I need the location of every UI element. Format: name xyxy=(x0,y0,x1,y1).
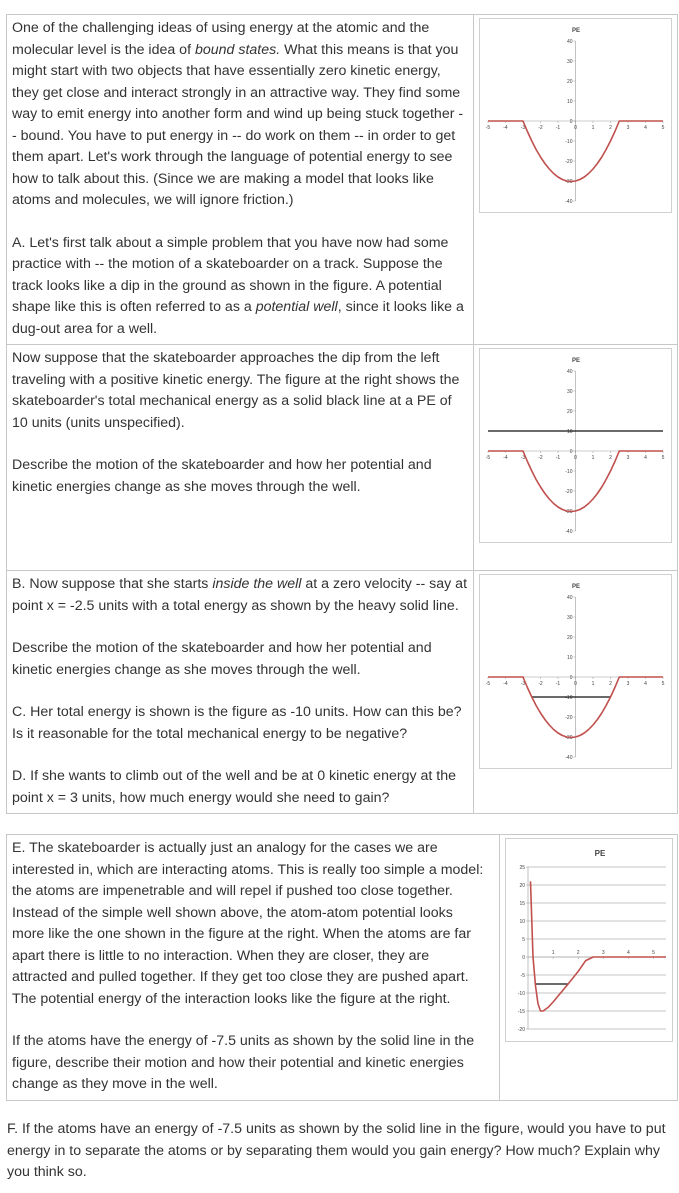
y-tick-label: 30 xyxy=(566,388,573,395)
y-tick-label: -40 xyxy=(565,528,573,535)
y-tick-label: -10 xyxy=(565,468,573,475)
x-tick-label: 4 xyxy=(644,455,647,461)
x-tick-label: 1 xyxy=(591,681,595,687)
intro-row xyxy=(7,15,678,345)
y-tick-label: -5 xyxy=(520,972,525,979)
pe-chart-4-frame xyxy=(505,838,673,1042)
y-tick-label: 30 xyxy=(566,614,573,621)
text-line: interested in, which are interacting atoms. This is really too simple a model: xyxy=(12,861,484,878)
text-line: molecular level is the idea of xyxy=(12,41,195,58)
chart-title: PE xyxy=(594,849,605,858)
x-tick-label: -3 xyxy=(520,125,526,131)
text-line: traveling with a positive kinetic energy. The figure at the right shows the xyxy=(12,371,460,388)
x-tick-label: -1 xyxy=(555,125,561,131)
x-tick-label: 0 xyxy=(574,681,577,687)
pe-chart-1 xyxy=(480,19,671,212)
part-e-paragraph xyxy=(12,838,494,1010)
y-tick-label: 10 xyxy=(518,918,525,925)
part-b-paragraph xyxy=(12,574,468,617)
text-line: skateboarder's total mechanical energy as a solid black line at a PE of xyxy=(12,393,452,409)
y-tick-label: 20 xyxy=(518,882,525,889)
text-line: you think so. xyxy=(7,1164,87,1180)
y-tick-label: 10 xyxy=(566,654,573,661)
chart-title: PE xyxy=(571,584,581,590)
text-line: kinetic energies change as she moves through the well. xyxy=(12,478,361,495)
y-tick-label: 25 xyxy=(518,864,525,871)
text-line: track looks like a dip in the ground as shown in the figure. A potential xyxy=(12,277,442,294)
x-tick-label: -4 xyxy=(503,681,508,687)
part-a-paragraph xyxy=(12,233,468,341)
text-line: atoms and molecules, we will ignore friction.) xyxy=(12,192,294,208)
pe-chart-3 xyxy=(480,575,671,768)
x-tick-label: -1 xyxy=(555,455,561,461)
text-line: point x = 3 units, how much energy would she need to gain? xyxy=(12,789,390,806)
y-tick-label: 40 xyxy=(566,368,573,375)
pe-chart-1-frame xyxy=(479,18,672,213)
text-line: way to emit energy into another form and wind up being stuck together - xyxy=(12,106,464,122)
text-line: What this means is that you xyxy=(280,41,459,58)
y-tick-label: 0 xyxy=(569,448,573,455)
y-tick-label: 10 xyxy=(566,98,573,105)
y-tick-label: -30 xyxy=(565,178,573,185)
text-line: F. If the atoms have an energy of -7.5 units as shown by the solid line in the figure, would you have to put xyxy=(7,1121,666,1137)
x-tick-label: 4 xyxy=(626,950,630,956)
y-tick-label: -20 xyxy=(565,714,573,721)
x-tick-label: -5 xyxy=(485,681,491,687)
x-tick-label: 3 xyxy=(626,125,630,131)
y-tick-label: -20 xyxy=(565,488,573,495)
text-line: practice with -- the motion of a skateboarder on a track. Suppose the xyxy=(12,256,443,272)
x-tick-label: 5 xyxy=(651,950,655,956)
y-tick-label: 20 xyxy=(566,78,573,85)
text-line: dug-out area for a well. xyxy=(12,320,158,337)
x-tick-label: -4 xyxy=(503,455,508,461)
row-2-question xyxy=(12,455,468,498)
x-tick-label: 0 xyxy=(574,125,577,131)
text-line: If the atoms have the energy of -7.5 units as shown by the solid line in the xyxy=(12,1033,475,1049)
text-line: D. If she wants to climb out of the well and be at 0 kinetic energy at the xyxy=(12,768,456,784)
x-tick-label: -2 xyxy=(538,455,543,461)
pe-curve xyxy=(530,881,666,1011)
x-tick-label: 5 xyxy=(661,455,665,461)
y-tick-label: 10 xyxy=(566,428,573,435)
x-tick-label: 5 xyxy=(661,125,665,131)
text-line: them apart. Let's work through the language of potential energy to see xyxy=(12,149,453,165)
x-tick-label: -4 xyxy=(503,125,508,131)
x-tick-label: -5 xyxy=(485,455,491,461)
text-line: at a zero velocity -- say at xyxy=(301,576,468,592)
text-line: 10 units (units unspecified). xyxy=(12,414,185,431)
text-line: figure, describe their motion and how their potential and kinetic energies xyxy=(12,1054,464,1071)
y-tick-label: -40 xyxy=(565,754,573,761)
worksheet-table-1 xyxy=(6,14,678,814)
y-tick-label: 40 xyxy=(566,38,573,45)
figure-cell-1 xyxy=(474,15,678,345)
text-line: Instead of the simple well shown above, the atom-atom potential looks xyxy=(12,904,453,921)
y-tick-label: -15 xyxy=(517,1008,525,1015)
x-tick-label: 2 xyxy=(576,950,580,956)
x-tick-label: 4 xyxy=(644,681,647,687)
emphasis: inside the well xyxy=(212,576,302,592)
y-tick-label: 0 xyxy=(569,674,573,681)
pe-chart-4 xyxy=(506,839,672,1041)
y-tick-label: 5 xyxy=(521,936,525,943)
text-line: energy in to separate the atoms or by separating them would you gain energy? How much? Explain why xyxy=(7,1142,660,1159)
part-c-paragraph xyxy=(12,702,468,745)
text-line: how to talk about this. (Since we are making a model that looks like xyxy=(12,170,434,187)
text-line: apart there is little to no interaction. When they are closer, they are xyxy=(12,947,430,964)
figure-cell-2 xyxy=(474,345,678,571)
text-line: the atoms are impenetrable and will repel if pushed too close together. xyxy=(12,883,453,899)
x-tick-label: 3 xyxy=(626,681,630,687)
emphasis: bound states. xyxy=(194,41,281,58)
y-tick-label: 40 xyxy=(566,594,573,601)
row-3 xyxy=(7,571,678,814)
text-line: they get close and interact strongly in an attractive way. They find some xyxy=(12,84,461,101)
y-tick-label: -20 xyxy=(517,1026,525,1033)
x-tick-label: -2 xyxy=(538,125,543,131)
x-tick-label: 2 xyxy=(609,681,612,687)
emphasis: potential well xyxy=(255,299,338,315)
text-line: Describe the motion of the skateboarder and how her potential and xyxy=(12,457,432,473)
x-tick-label: -2 xyxy=(538,681,543,687)
y-tick-label: -40 xyxy=(565,198,573,205)
text-line: more like the one shown in the figure at the right. When the atoms are far xyxy=(12,926,471,942)
y-tick-label: -10 xyxy=(517,990,525,997)
y-tick-label: 0 xyxy=(521,954,525,961)
intro-cell xyxy=(7,15,474,345)
x-tick-label: 0 xyxy=(574,455,577,461)
part-b-question xyxy=(12,638,468,681)
text-line: attracted and pulled together. If they get too close they are pushed apart. xyxy=(12,969,469,985)
text-line: Is it reasonable for the total mechanical energy to be negative? xyxy=(12,725,408,742)
row-2 xyxy=(7,345,678,571)
y-tick-label: -10 xyxy=(565,138,573,145)
intro-paragraph xyxy=(12,18,468,212)
pe-chart-3-frame xyxy=(479,574,672,769)
part-f-paragraph xyxy=(7,1119,675,1184)
x-tick-label: -1 xyxy=(555,681,561,687)
text-line: C. Her total energy is shown is the figure as -10 units. How can this be? xyxy=(12,704,462,720)
y-tick-label: 0 xyxy=(569,118,573,125)
text-line: kinetic energies change as she moves through the well. xyxy=(12,661,361,678)
y-tick-label: -20 xyxy=(565,158,573,165)
text-line: change as they move in the well. xyxy=(12,1076,218,1092)
row-2-paragraph xyxy=(12,348,468,434)
x-tick-label: 1 xyxy=(591,125,595,131)
part-e-question xyxy=(12,1031,494,1096)
pe-chart-2-frame xyxy=(479,348,672,543)
part-d-paragraph xyxy=(12,766,468,809)
text-line: The potential energy of the interaction looks like the figure at the right. xyxy=(12,990,451,1007)
text-line: A. Let's first talk about a simple problem that you have now had some xyxy=(12,234,449,251)
row-2-text-cell xyxy=(7,345,474,571)
x-tick-label: 2 xyxy=(609,125,612,131)
x-tick-label: 1 xyxy=(591,455,595,461)
text-line: B. Now suppose that she starts xyxy=(12,576,213,592)
text-line: might start with two objects that have essentially zero kinetic energy, xyxy=(12,63,441,79)
x-tick-label: -3 xyxy=(520,455,526,461)
y-tick-label: -30 xyxy=(565,734,573,741)
text-line: , since it looks like a xyxy=(337,299,464,315)
x-tick-label: -5 xyxy=(485,125,491,131)
pe-chart-2 xyxy=(480,349,671,542)
y-tick-label: 15 xyxy=(518,900,525,907)
part-e-row xyxy=(7,835,678,1101)
chart-title: PE xyxy=(571,28,581,34)
x-tick-label: 3 xyxy=(626,455,630,461)
text-line: One of the challenging ideas of using energy at the atomic and the xyxy=(12,20,430,36)
text-line: Now suppose that the skateboarder approaches the dip from the left xyxy=(12,350,440,366)
y-tick-label: 20 xyxy=(566,408,573,415)
x-tick-label: 1 xyxy=(551,950,554,956)
figure-cell-4 xyxy=(500,835,678,1101)
part-e-cell xyxy=(7,835,500,1101)
x-tick-label: 5 xyxy=(661,681,665,687)
x-tick-label: 2 xyxy=(609,455,612,461)
y-tick-label: 30 xyxy=(566,58,573,65)
x-tick-label: -3 xyxy=(520,681,526,687)
y-tick-label: -10 xyxy=(565,694,573,701)
text-line: shape like this is often referred to as a xyxy=(12,299,256,315)
text-line: point x = -2.5 units with a total energy as shown by the heavy solid line. xyxy=(12,597,459,614)
y-tick-label: 20 xyxy=(566,634,573,641)
worksheet-table-2 xyxy=(6,834,678,1101)
figure-cell-3 xyxy=(474,571,678,814)
part-b-cell xyxy=(7,571,474,814)
x-tick-label: 4 xyxy=(644,125,647,131)
x-tick-label: 3 xyxy=(601,950,605,956)
text-line: - bound. You have to put energy in -- do work on them -- in order to get xyxy=(12,127,456,144)
text-line: E. The skateboarder is actually just an analogy for the cases we are xyxy=(12,840,438,856)
chart-title: PE xyxy=(571,358,581,364)
y-tick-label: -30 xyxy=(565,508,573,515)
text-line: Describe the motion of the skateboarder and how her potential and xyxy=(12,640,432,656)
